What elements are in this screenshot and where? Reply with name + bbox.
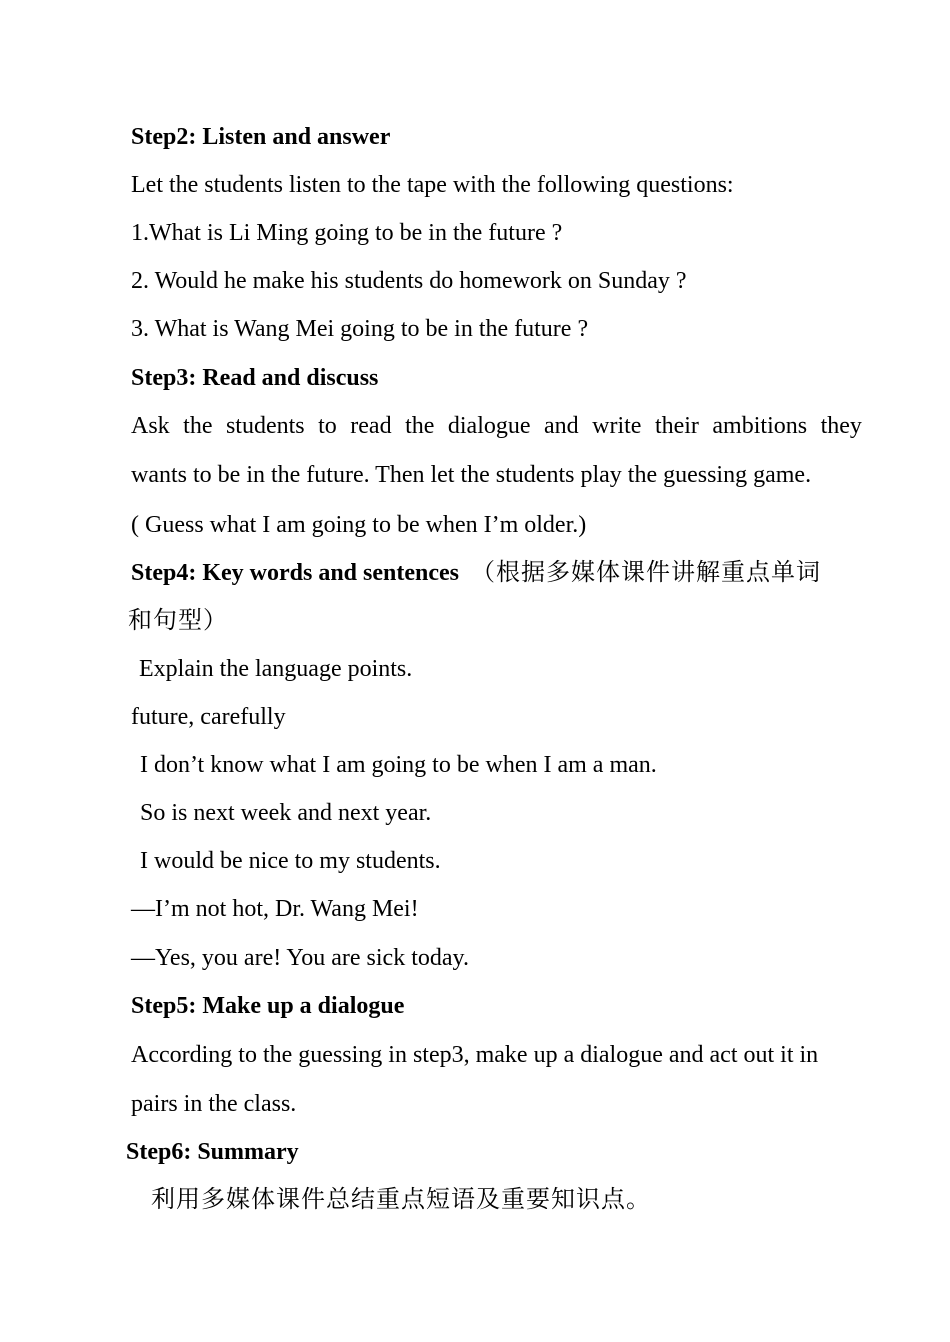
word: and xyxy=(544,413,579,439)
step3-heading: Step3: Read and discuss xyxy=(131,365,379,391)
step6-cn-text: 利用多媒体课件总结重点短语及重要知识点。 xyxy=(151,1187,651,1213)
step5-heading: Step5: Make up a dialogue xyxy=(131,993,405,1019)
word: their xyxy=(654,413,699,439)
step3-paragraph-line: wants to be in the future. Then let the students play the guessing game. xyxy=(131,462,812,488)
step4-line: I would be nice to my students. xyxy=(140,848,441,874)
step6-heading: Step6: Summary xyxy=(126,1139,299,1165)
step2-intro: Let the students listen to the tape with the following questions: xyxy=(131,172,734,198)
step4-line: —Yes, you are! You are sick today. xyxy=(131,945,469,971)
word: to xyxy=(318,413,337,439)
step4-line: Explain the language points. xyxy=(139,656,413,682)
step4-line: I don’t know what I am going to be when I am a man. xyxy=(140,752,657,778)
step3-paragraph-line: ( Guess what I am going to be when I’m older.) xyxy=(131,512,587,538)
word: write xyxy=(592,413,642,439)
word: they xyxy=(820,413,862,439)
step4-cn-note: （根据多媒体课件讲解重点单词 xyxy=(471,560,821,586)
step4-heading-line xyxy=(131,558,821,588)
step2-question: 3. What is Wang Mei going to be in the future ? xyxy=(131,316,589,342)
step4-line: So is next week and next year. xyxy=(140,800,432,826)
word: ambitions xyxy=(712,413,808,439)
step4-line: future, carefully xyxy=(131,704,286,730)
word: read xyxy=(350,413,392,439)
step4-cn-note-continued: 和句型） xyxy=(128,608,228,634)
step2-question: 2. Would he make his students do homework on Sunday ? xyxy=(131,268,687,294)
word: Ask xyxy=(131,413,170,439)
word: students xyxy=(225,413,305,439)
word: dialogue xyxy=(447,413,531,439)
word: the xyxy=(183,413,213,439)
word: the xyxy=(405,413,435,439)
step4-line: —I’m not hot, Dr. Wang Mei! xyxy=(131,896,419,922)
step2-question: 1.What is Li Ming going to be in the future ? xyxy=(131,220,563,246)
step5-paragraph-line: According to the guessing in step3, make up a dialogue and act out it in xyxy=(131,1042,819,1068)
step4-heading: Step4: Key words and sentences xyxy=(131,560,459,586)
step3-paragraph-line xyxy=(131,411,862,441)
step2-heading: Step2: Listen and answer xyxy=(131,124,391,150)
step5-paragraph-line: pairs in the class. xyxy=(131,1091,297,1117)
